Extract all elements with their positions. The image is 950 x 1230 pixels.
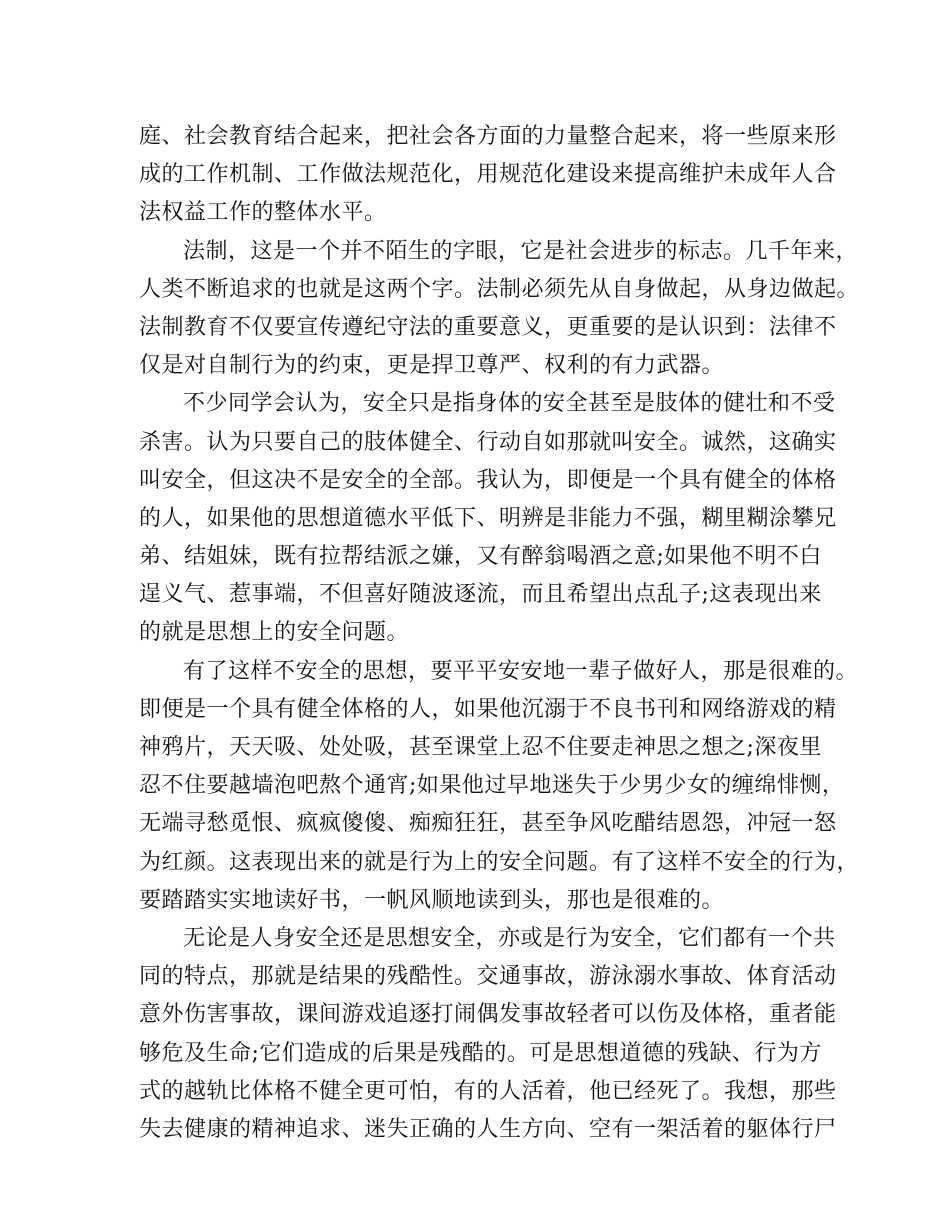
text-line: 无论是人身安全还是思想安全，亦或是行为安全，它们都有一个共 bbox=[183, 925, 836, 951]
paragraph-1 bbox=[139, 118, 837, 233]
text-line: 不少同学会认为，安全只是指身体的安全甚至是肢体的健壮和不受 bbox=[183, 391, 836, 417]
text-line: 即便是一个具有健全体格的人，如果他沉溺于不良书刊和网络游戏的精 bbox=[139, 696, 837, 722]
text-line: 仅是对自制行为的约束，更是捍卫尊严、权利的有力武器。 bbox=[139, 353, 725, 379]
text-line: 同的特点，那就是结果的残酷性。交通事故，游泳溺水事故、体育活动 bbox=[139, 964, 837, 990]
text-line: 人类不断追求的也就是这两个字。法制必须先从自身做起，从身边做起。 bbox=[139, 276, 860, 302]
text-line: 要踏踏实实地读好书，一帆风顺地读到头，那也是很难的。 bbox=[139, 887, 725, 913]
text-line: 的人，如果他的思想道德水平低下、明辨是非能力不强，糊里糊涂攀兄 bbox=[139, 505, 837, 531]
text-line: 式的越轨比体格不健全更可怕，有的人活着，他已经死了。我想，那些 bbox=[139, 1078, 837, 1104]
text-line: 神鸦片，天天吸、处处吸，甚至课堂上忍不住要走神思之想之;深夜里 bbox=[139, 735, 822, 760]
text-line: 法权益工作的整体水平。 bbox=[139, 200, 387, 226]
text-line: 法制教育不仅要宣传遵纪守法的重要意义，更重要的是认识到：法律不 bbox=[139, 314, 837, 340]
text-line: 的就是思想上的安全问题。 bbox=[139, 620, 410, 646]
text-line: 叫安全，但这决不是安全的全部。我认为，即便是一个具有健全的体格 bbox=[139, 467, 837, 493]
text-line: 杀害。认为只要自己的肢体健全、行动自如那就叫安全。诚然，这确实 bbox=[139, 429, 837, 455]
text-line: 忍不住要越墙泡吧熬个通宵;如果他过早地迷失于少男少女的缠绵悱恻， bbox=[139, 773, 845, 799]
text-line: 成的工作机制、工作做法规范化，用规范化建设来提高维护未成年人合 bbox=[139, 162, 837, 188]
paragraph-2 bbox=[139, 233, 860, 386]
document-body bbox=[139, 118, 860, 1149]
text-line: 逞义气、惹事端，不但喜好随波逐流，而且希望出点乱子;这表现出来 bbox=[139, 582, 822, 608]
text-line: 失去健康的精神追求、迷失正确的人生方向、空有一架活着的躯体行尸 bbox=[139, 1116, 837, 1142]
text-line: 有了这样不安全的思想，要平平安安地一辈子做好人，那是很难的。 bbox=[183, 658, 859, 684]
text-line: 够危及生命;它们造成的后果是残酷的。可是思想道德的残缺、行为方 bbox=[139, 1040, 822, 1066]
text-line: 庭、社会教育结合起来，把社会各方面的力量整合起来，将一些原来形 bbox=[139, 124, 837, 149]
text-line: 法制，这是一个并不陌生的字眼，它是社会进步的标志。几千年来， bbox=[183, 238, 859, 264]
text-line: 弟、结姐妹，既有拉帮结派之嫌，又有醉翁喝酒之意;如果他不明不白 bbox=[139, 544, 822, 570]
paragraph-3 bbox=[139, 385, 837, 652]
text-line: 为红颜。这表现出来的就是行为上的安全问题。有了这样不安全的行为， bbox=[139, 849, 860, 875]
paragraph-5 bbox=[139, 920, 837, 1149]
text-line: 意外伤害事故，课间游戏追逐打闹偶发事故轻者可以伤及体格，重者能 bbox=[139, 1002, 837, 1028]
text-line: 无端寻愁觅恨、疯疯傻傻、痴痴狂狂，甚至争风吃醋结恩怨，冲冠一怒 bbox=[139, 811, 837, 837]
paragraph-4 bbox=[139, 653, 860, 920]
